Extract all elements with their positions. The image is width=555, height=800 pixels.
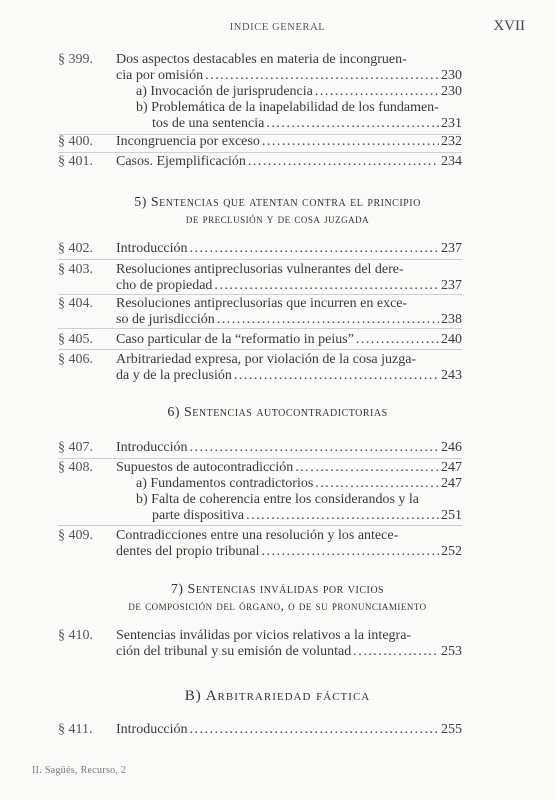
entry-title-tail: cia por omisión: [116, 68, 204, 83]
section-heading-7: 7) Sentencias inválidas por vicios: [170, 582, 385, 597]
section-heading-6: 6) Sentencias autocontradictorias: [167, 405, 388, 420]
divider: [58, 259, 462, 260]
header-page-number: XVII: [493, 18, 525, 34]
entry-title-line: Sentencias inválidas por vicios relativos a la integra-: [116, 628, 412, 643]
entry-number: § 409.: [58, 528, 93, 543]
entry-title: Introducción: [116, 241, 188, 256]
subentry-title: a) Invocación de jurisprudencia: [136, 84, 313, 99]
entry-page: 231: [441, 116, 462, 131]
entry-page: 247: [441, 460, 462, 475]
entry-page: 237: [441, 278, 462, 293]
subentry-title: a) Fundamentos contradictorios: [136, 476, 314, 491]
entry-number: § 411.: [58, 722, 93, 737]
section-heading-5-line2: de preclusión y de cosa juzgada: [185, 211, 370, 226]
divider: [58, 152, 462, 153]
entry-page: 234: [441, 154, 462, 169]
divider: [58, 458, 462, 459]
entry-title-line: Resoluciones antipreclusorias vulnerantes del dere-: [116, 262, 404, 277]
subentry-title-line: b) Falta de coherencia entre los considerandos y la: [136, 492, 420, 507]
entry-title-line: Resoluciones antipreclusorias que incurren en exce-: [116, 296, 408, 311]
entry-title-tail: da y de la preclusión: [116, 368, 232, 383]
section-heading-5: 5) Sentencias que atentan contra el principio: [134, 195, 421, 210]
entry-title: Incongruencia por exceso: [116, 134, 260, 149]
entry-page: 230: [441, 84, 462, 99]
entry-title-line: Dos aspectos destacables en materia de incongruen-: [116, 52, 407, 67]
entry-number: § 406.: [58, 352, 93, 367]
entry-number: § 407.: [58, 440, 93, 455]
divider: [58, 328, 462, 329]
entry-page: 253: [441, 644, 462, 659]
entry-title-tail: dentes del propio tribunal: [116, 544, 260, 559]
section-heading-7-line2: de composición del órgano, o de su pronunciamiento: [128, 598, 427, 613]
subentry-title-tail: tos de una sentencia: [152, 116, 265, 131]
entry-page: 255: [441, 722, 462, 737]
entry-number: § 400.: [58, 134, 93, 149]
entry-page: 237: [441, 241, 462, 256]
entry-page: 251: [441, 508, 462, 523]
entry-page: 247: [441, 476, 462, 491]
entry-title: Introducción: [116, 440, 188, 455]
entry-number: § 403.: [58, 262, 93, 277]
entry-number: § 410.: [58, 628, 93, 643]
entry-page: 243: [441, 368, 462, 383]
header-title: INDICE GENERAL: [229, 22, 326, 33]
entry-title-tail: so de jurisdicción: [116, 312, 215, 327]
entry-title-line: Contradicciones entre una resolución y los antece-: [116, 528, 399, 543]
entry-number: § 404.: [58, 296, 93, 311]
section-heading-B: B) Arbitrariedad fáctica: [184, 688, 371, 704]
subentry-title-tail: parte dispositiva: [152, 508, 245, 523]
entry-number: § 405.: [58, 332, 93, 347]
entry-number: § 408.: [58, 460, 93, 475]
entry-number: § 399.: [58, 52, 93, 67]
entry-title-line: Arbitrariedad expresa, por violación de la cosa juzga-: [116, 352, 417, 367]
entry-number: § 401.: [58, 154, 93, 169]
entry-page: 230: [441, 68, 462, 83]
entry-page: 252: [441, 544, 462, 559]
entry-title-tail: cho de propiedad: [116, 278, 213, 293]
entry-page: 232: [441, 134, 462, 149]
entry-title: Supuestos de autocontradicción: [116, 460, 294, 475]
entry-page: 240: [441, 332, 462, 347]
divider: [58, 525, 462, 526]
entry-title: Casos. Ejemplificación: [116, 154, 246, 169]
entry-title-tail: ción del tribunal y su emisión de voluntad: [116, 644, 352, 659]
entry-number: § 402.: [58, 241, 93, 256]
entry-page: 246: [441, 440, 462, 455]
entry-title: Introducción: [116, 722, 188, 737]
divider: [58, 294, 462, 295]
page-footer: II. Sagüés, Recurso, 2: [32, 765, 127, 776]
entry-page: 238: [441, 312, 462, 327]
divider: [58, 349, 462, 350]
entry-title: Caso particular de la “reformatio in peius”: [116, 332, 354, 347]
subentry-title-line: b) Problemática de la inapelabilidad de los fundamen-: [136, 100, 439, 115]
running-header: [0, 18, 555, 40]
